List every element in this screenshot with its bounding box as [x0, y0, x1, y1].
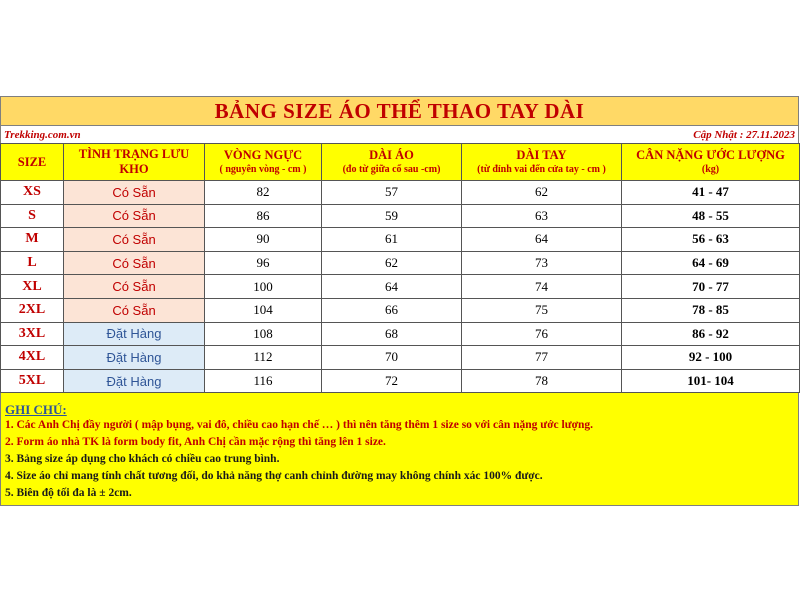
header-weight: CÂN NẶNG ƯỚC LƯỢNG (kg) [622, 144, 800, 181]
updated-date: Cập Nhật : 27.11.2023 [693, 128, 795, 141]
length-cell: 59 [322, 204, 462, 228]
size-cell: XS [1, 181, 64, 205]
sleeve-cell: 78 [462, 369, 622, 393]
note-item: 2. Form áo nhà TK là form body fit, Anh Chị cần mặc rộng thì tăng lên 1 size. [5, 436, 386, 449]
note-item: 3. Bảng size áp dụng cho khách có chiều cao trung bình. [5, 453, 280, 466]
table-row [1, 298, 800, 322]
weight-cell: 86 - 92 [622, 322, 800, 346]
header-chest: VÒNG NGỰC ( nguyên vòng - cm ) [205, 144, 322, 181]
sleeve-cell: 77 [462, 346, 622, 370]
size-table [0, 143, 800, 393]
length-cell: 64 [322, 275, 462, 299]
size-cell: 3XL [1, 322, 64, 346]
weight-cell: 70 - 77 [622, 275, 800, 299]
length-cell: 68 [322, 322, 462, 346]
sleeve-cell: 64 [462, 228, 622, 252]
sleeve-cell: 75 [462, 298, 622, 322]
website-label: Trekking.com.vn [4, 128, 81, 141]
chest-cell: 112 [205, 346, 322, 370]
length-cell: 57 [322, 181, 462, 205]
table-row [1, 251, 800, 275]
sleeve-cell: 73 [462, 251, 622, 275]
sleeve-cell: 62 [462, 181, 622, 205]
table-row [1, 369, 800, 393]
header-sleeve: DÀI TAY (từ đỉnh vai đến cửa tay - cm ) [462, 144, 622, 181]
chest-cell: 104 [205, 298, 322, 322]
chest-cell: 108 [205, 322, 322, 346]
sleeve-cell: 74 [462, 275, 622, 299]
notes-section [0, 393, 799, 506]
length-cell: 62 [322, 251, 462, 275]
table-row [1, 322, 800, 346]
sleeve-cell: 63 [462, 204, 622, 228]
status-cell: Đặt Hàng [64, 322, 205, 346]
status-cell: Có Sẵn [64, 275, 205, 299]
status-cell: Có Sẵn [64, 204, 205, 228]
weight-cell: 92 - 100 [622, 346, 800, 370]
status-cell: Đặt Hàng [64, 346, 205, 370]
weight-cell: 41 - 47 [622, 181, 800, 205]
weight-cell: 56 - 63 [622, 228, 800, 252]
weight-cell: 78 - 85 [622, 298, 800, 322]
weight-cell: 64 - 69 [622, 251, 800, 275]
table-row [1, 181, 800, 205]
header-length: DÀI ÁO (đo từ giữa cổ sau -cm) [322, 144, 462, 181]
length-cell: 66 [322, 298, 462, 322]
chest-cell: 90 [205, 228, 322, 252]
size-cell: S [1, 204, 64, 228]
chest-cell: 86 [205, 204, 322, 228]
size-cell: M [1, 228, 64, 252]
table-header-row [1, 144, 800, 181]
table-row [1, 275, 800, 299]
note-item: 4. Size áo chỉ mang tính chất tương đối, do khả năng thợ canh chỉnh đường may không chính xác 100% được. [5, 470, 543, 483]
table-row [1, 346, 800, 370]
size-cell: 2XL [1, 298, 64, 322]
status-cell: Có Sẵn [64, 181, 205, 205]
table-row [1, 228, 800, 252]
chest-cell: 100 [205, 275, 322, 299]
subheader-row [0, 126, 799, 143]
note-item: 5. Biên độ tối đa là ± 2cm. [5, 487, 132, 500]
header-status: TÌNH TRẠNG LƯU KHO [64, 144, 205, 181]
weight-cell: 48 - 55 [622, 204, 800, 228]
status-cell: Đặt Hàng [64, 369, 205, 393]
size-cell: XL [1, 275, 64, 299]
size-cell: 5XL [1, 369, 64, 393]
chart-title: BẢNG SIZE ÁO THỂ THAO TAY DÀI [0, 96, 799, 126]
size-cell: L [1, 251, 64, 275]
status-cell: Có Sẵn [64, 298, 205, 322]
notes-title: GHI CHÚ: [5, 402, 67, 418]
header-size: SIZE [1, 144, 64, 181]
length-cell: 70 [322, 346, 462, 370]
length-cell: 61 [322, 228, 462, 252]
size-cell: 4XL [1, 346, 64, 370]
note-item: 1. Các Anh Chị đầy người ( mập bụng, vai đô, chiều cao hạn chế … ) thì nên tăng thêm 1 size so với cân nặng ước lượng. [5, 419, 594, 432]
status-cell: Có Sẵn [64, 228, 205, 252]
weight-cell: 101- 104 [622, 369, 800, 393]
chest-cell: 116 [205, 369, 322, 393]
length-cell: 72 [322, 369, 462, 393]
status-cell: Có Sẵn [64, 251, 205, 275]
chest-cell: 96 [205, 251, 322, 275]
sleeve-cell: 76 [462, 322, 622, 346]
size-chart-sheet [0, 96, 799, 506]
chest-cell: 82 [205, 181, 322, 205]
table-row [1, 204, 800, 228]
